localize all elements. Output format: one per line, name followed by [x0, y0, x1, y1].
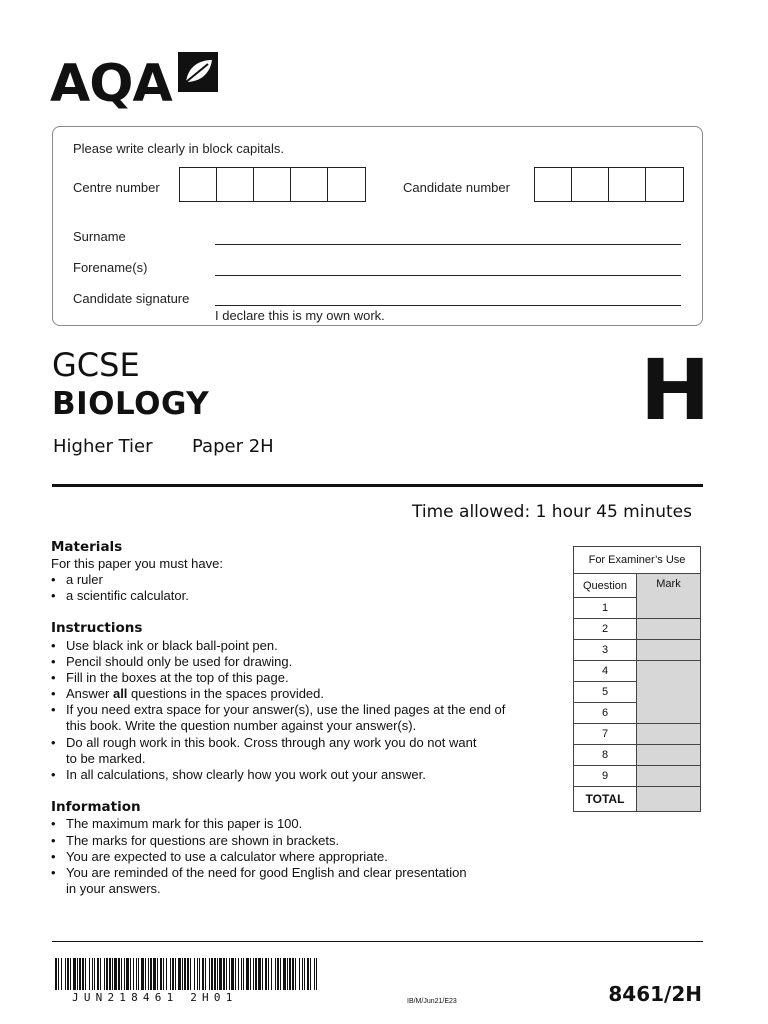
mark-cell: [637, 619, 701, 640]
time-allowed: Time allowed: 1 hour 45 minutes: [412, 502, 692, 522]
candidate-details-box: [52, 126, 703, 326]
total-label: TOTAL: [574, 787, 637, 812]
candidate-digit-box[interactable]: [609, 168, 646, 201]
tier-letter: H: [640, 341, 711, 439]
list-item: • a scientific calculator.: [51, 588, 189, 603]
candidate-digit-box[interactable]: [646, 168, 683, 201]
mark-cell: [637, 766, 701, 787]
tier-label: Higher Tier: [53, 436, 153, 457]
barcode: [55, 958, 317, 990]
forename-field[interactable]: [215, 275, 681, 276]
footer-divider: [52, 941, 703, 942]
list-item: • The marks for questions are shown in brackets.: [51, 833, 340, 848]
block-capitals-instruction: Please write clearly in block capitals.: [73, 141, 284, 156]
question-column-header: Question: [574, 574, 637, 598]
qualification-title: GCSE: [52, 346, 140, 384]
centre-number-field[interactable]: [179, 167, 366, 202]
paper-reference: IB/M/Jun21/E23: [407, 998, 457, 1005]
question-number: 2: [574, 619, 637, 640]
materials-intro: For this paper you must have:: [51, 556, 223, 571]
information-heading: Information: [51, 799, 141, 815]
centre-digit-box[interactable]: [328, 168, 365, 201]
centre-number-label: Centre number: [73, 180, 160, 195]
candidate-number-field[interactable]: [534, 167, 684, 202]
materials-heading: Materials: [51, 539, 123, 555]
question-number: 9: [574, 766, 637, 787]
question-number: 3: [574, 640, 637, 661]
candidate-number-label: Candidate number: [403, 180, 510, 195]
candidate-digit-box[interactable]: [535, 168, 572, 201]
list-item: • Answer all questions in the spaces provided.: [51, 686, 325, 701]
list-item: • a ruler: [51, 572, 103, 587]
subject-title: BIOLOGY: [52, 386, 210, 422]
centre-digit-box[interactable]: [291, 168, 328, 201]
list-item: • You are reminded of the need for good English and clear presentation in your answers.: [51, 865, 467, 896]
instructions-heading: Instructions: [51, 620, 143, 636]
examiner-use-table: [573, 546, 701, 812]
declaration-text: I declare this is my own work.: [215, 308, 385, 323]
question-number: 7: [574, 724, 637, 745]
examiner-table-title: For Examiner’s Use: [574, 547, 701, 574]
forename-label: Forename(s): [73, 260, 148, 275]
list-item: • If you need extra space for your answer(s), use the lined pages at the end of this book. Write the question number against your answer(s).: [51, 702, 506, 733]
list-item: • Pencil should only be used for drawing.: [51, 654, 293, 669]
title-divider: [52, 484, 703, 487]
mark-cell: [637, 661, 701, 724]
paper-label: Paper 2H: [192, 436, 274, 457]
aqa-leaf-icon: [178, 52, 218, 92]
mark-cell: [637, 724, 701, 745]
candidate-digit-box[interactable]: [572, 168, 609, 201]
list-item: • Use black ink or black ball-point pen.: [51, 638, 278, 653]
question-number: 8: [574, 745, 637, 766]
logo-text: AQA: [50, 54, 172, 114]
question-number: 5: [574, 682, 637, 703]
question-number: 4: [574, 661, 637, 682]
barcode-number: JUN218461 2H01: [72, 991, 238, 1004]
centre-digit-box[interactable]: [254, 168, 291, 201]
paper-code: 8461/2H: [608, 982, 702, 1006]
list-item: • The maximum mark for this paper is 100.: [51, 816, 303, 831]
signature-field[interactable]: [215, 305, 681, 306]
surname-label: Surname: [73, 229, 126, 244]
question-number: 1: [574, 598, 637, 619]
list-item: • In all calculations, show clearly how you work out your answer.: [51, 767, 426, 782]
list-item: • Fill in the boxes at the top of this page.: [51, 670, 289, 685]
surname-field[interactable]: [215, 244, 681, 245]
mark-cell: [637, 640, 701, 661]
total-mark-cell: [637, 787, 701, 812]
mark-column-header: Mark: [637, 574, 701, 619]
aqa-logo: [50, 52, 220, 112]
list-item: • You are expected to use a calculator where appropriate.: [51, 849, 388, 864]
centre-digit-box[interactable]: [217, 168, 254, 201]
list-item: • Do all rough work in this book. Cross through any work you do not want to be marked.: [51, 735, 477, 766]
centre-digit-box[interactable]: [180, 168, 217, 201]
question-number: 6: [574, 703, 637, 724]
signature-label: Candidate signature: [73, 291, 190, 306]
mark-cell: [637, 745, 701, 766]
